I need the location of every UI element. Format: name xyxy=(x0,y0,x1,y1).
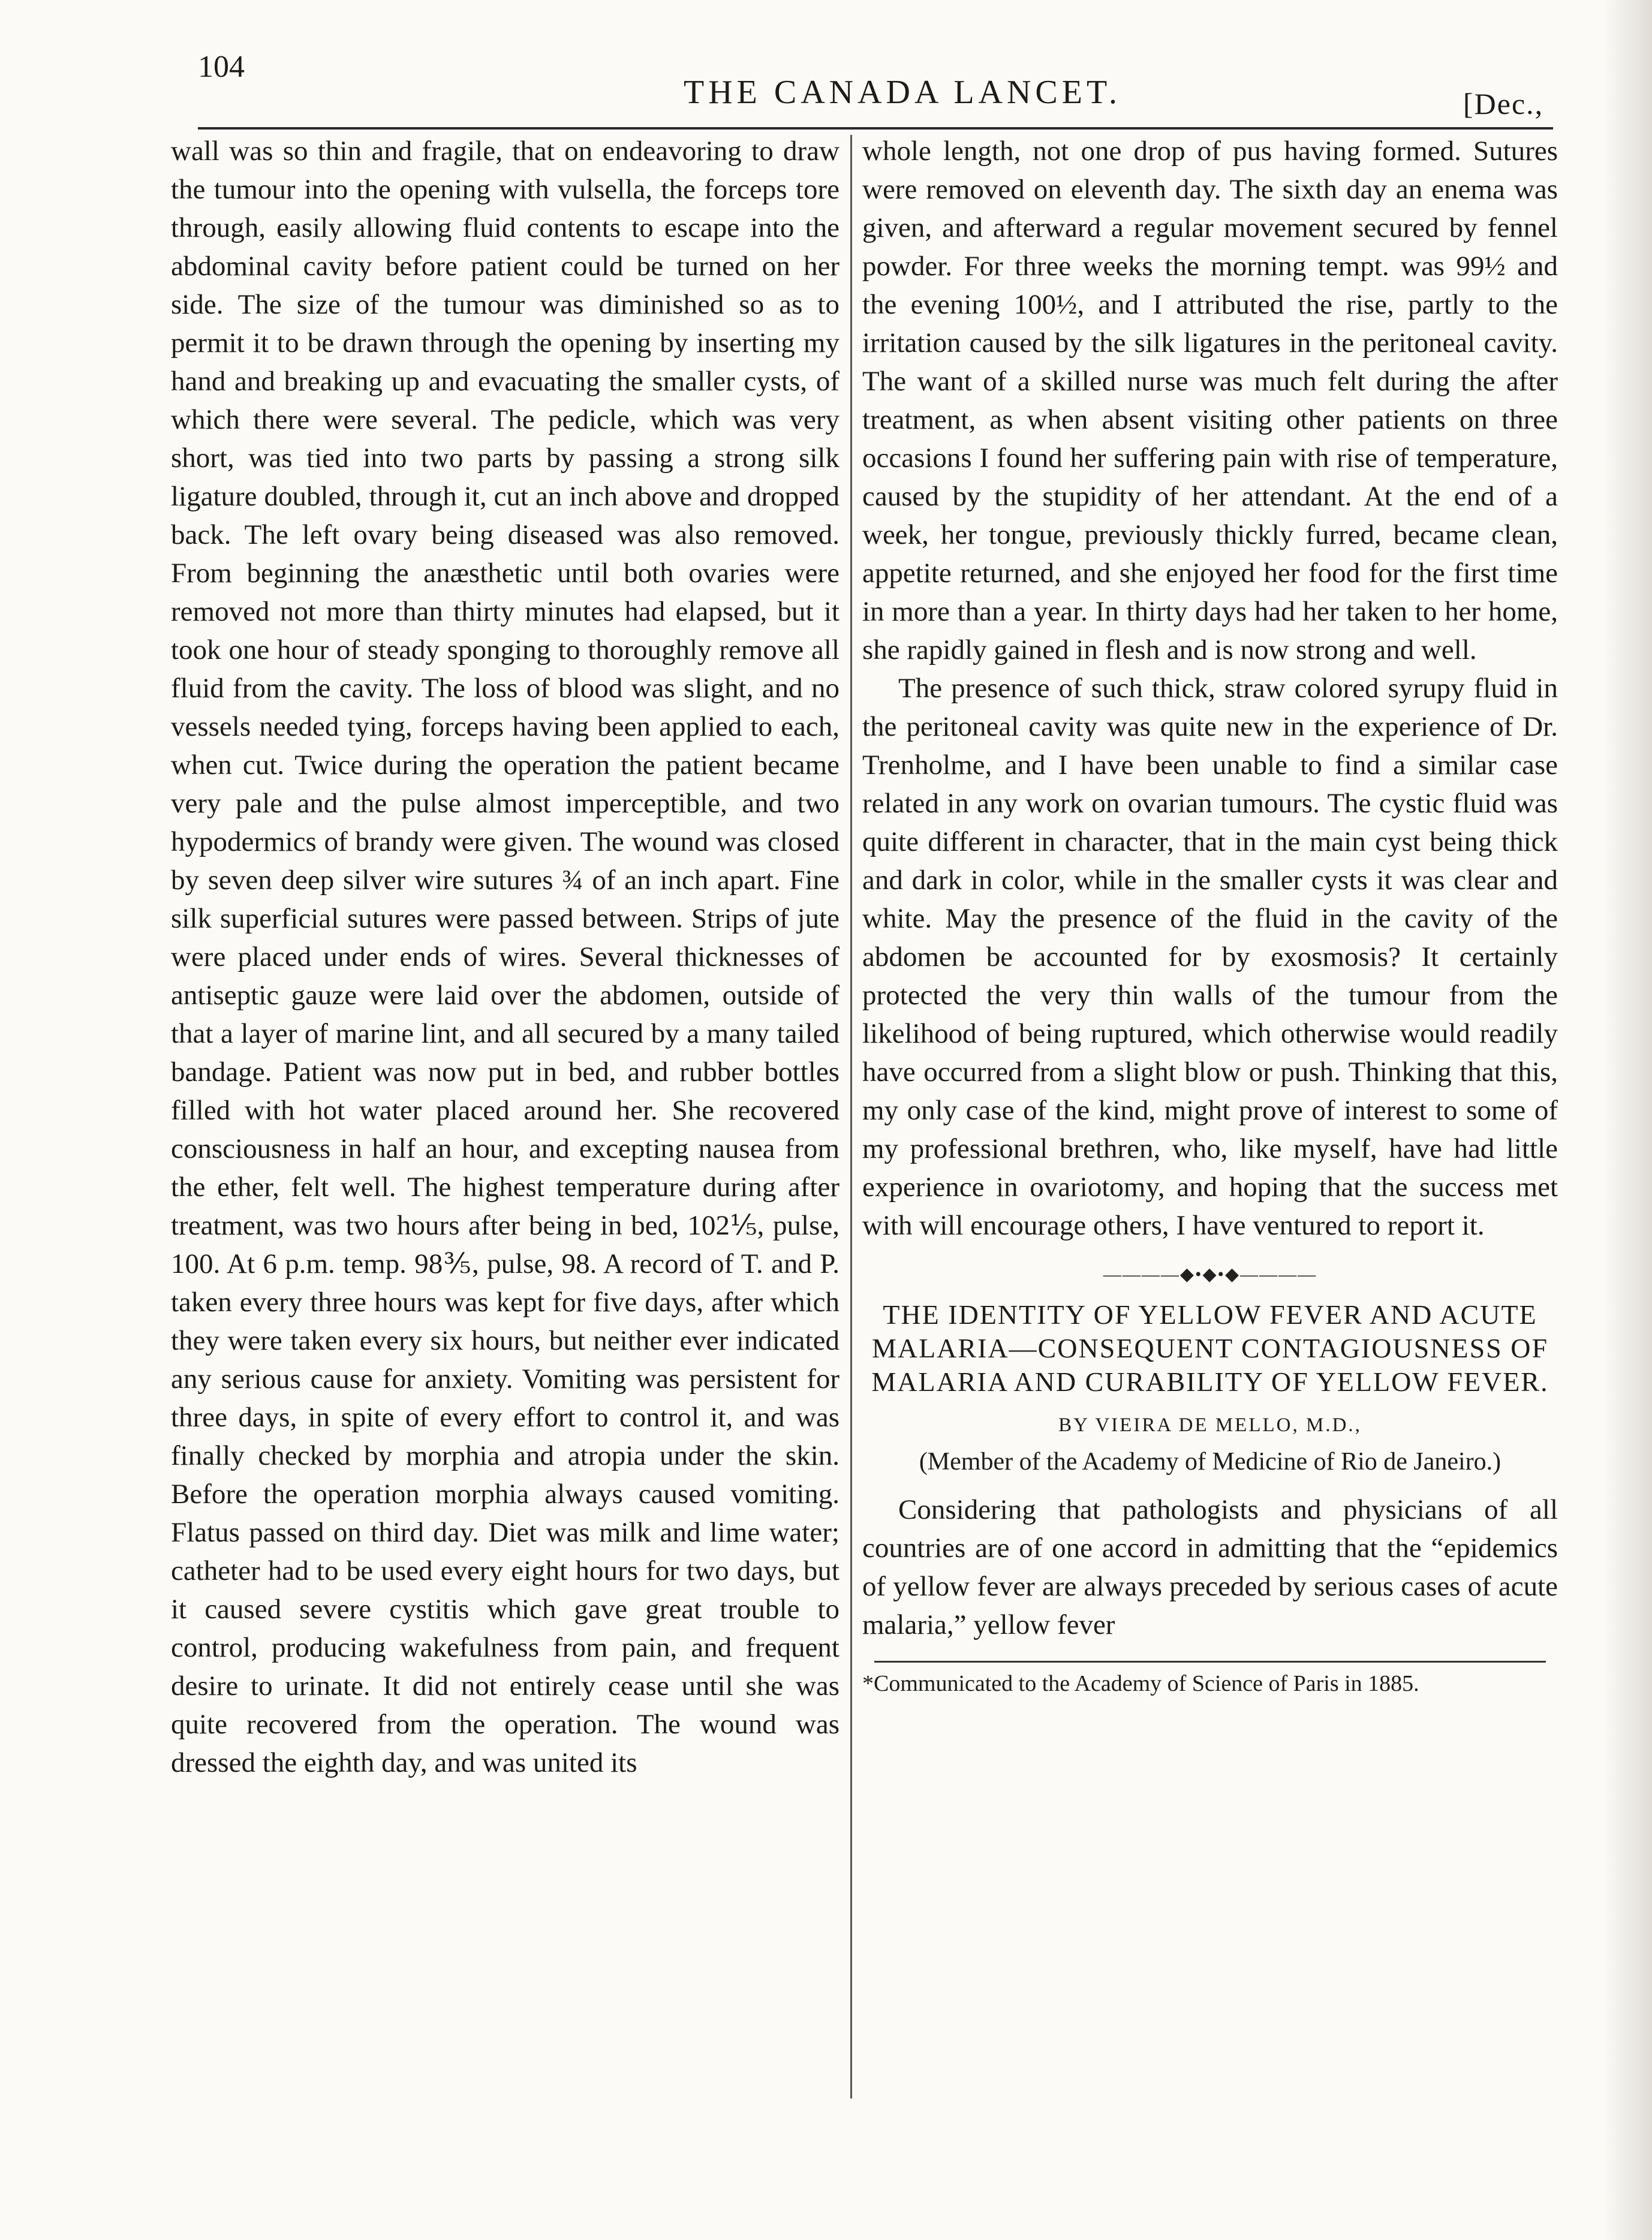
page-edge-shadow xyxy=(1604,0,1652,2240)
footnote: *Communicated to the Academy of Science of Paris in 1885. xyxy=(862,1671,1419,1696)
author-affiliation: (Member of the Academy of Medicine of Rio de Janeiro.) xyxy=(919,1448,1501,1476)
body-paragraph: wall was so thin and fragile, that on endeavoring to draw the tumour into the opening with vulsella, the forceps tore through, easily allowing fluid contents to escape into the abdominal cavity before patient could be turned on her side. The size of the tumour was diminished so as to permit it to be drawn through the opening by inserting my hand and breaking up and evacuating the smaller cysts, of which there were several. The pedicle, which was very short, was tied into two parts by passing a strong silk ligature doubled, through it, cut an inch above and dropped back. The left ovary being diseased was also removed. From beginning the anæsthetic until both ovaries were removed not more than thirty minutes had elapsed, but it took one hour of steady sponging to thoroughly remove all fluid from the cavity. The loss of blood was slight, and no vessels needed tying, forceps having been applied to each, when cut. Twice during the operation the patient became very pale and the pulse almost imperceptible, and two hypodermics of brandy were given. The wound was closed by seven deep silver wire sutures ¾ of an inch apart. Fine silk superficial sutures were passed between. Strips of jute were placed under ends of wires. Several thicknesses of antiseptic gauze were laid over the abdomen, outside of that a layer of marine lint, and all secured by a many tailed bandage. Patient was now put in bed, and rubber bottles filled with hot water placed around her. She recovered consciousness in half an hour, and excepting nausea from the ether, felt well. The highest temperature during after treatment, was two hours after being in bed, 102⅕, pulse, 100. At 6 p.m. temp. 98⅗, pulse, 98. A record of T. and P. taken every three hours was kept for five days, after which they were taken every six hours, but neither ever indicated any serious cause for anxiety. Vomiting was persistent for three days, in spite of every effort to control it, and was finally checked by morphia and atropia under the skin. Before the operation morphia always caused vomiting. Flatus passed on third day. Diet was milk and lime water; catheter had to be used every eight hours for two days, but it caused severe cystitis which gave great trouble to control, producing wakefulness from pain, and frequent desire to urinate. It did not entirely cease until she was quite recovered from the operation. The wound was dressed the eighth day, and was united its xyxy=(171,136,839,1778)
article-title: THE IDENTITY OF YELLOW FEVER AND ACUTE MALARIA—CONSEQUENT CONTAGIOUSNESS OF MALARIA AND CURABILITY OF YELLOW FEVER. xyxy=(871,1299,1549,1397)
page-number: 104 xyxy=(198,50,245,84)
article-first-paragraph: Considering that pathologists and physicians of all countries are of one accord in admitting that the “epidemics of yellow fever are always preceded by serious cases of acute malaria,” yellow fever xyxy=(862,1494,1558,1640)
header-rule xyxy=(198,127,1553,130)
left-column xyxy=(171,132,839,1782)
body-paragraph: The presence of such thick, straw colored syrupy fluid in the peritoneal cavity was quite new in the experience of Dr. Trenholme, and I have been unable to find a similar case related in any work on ovarian tumours. The cystic fluid was quite different in character, that in the main cyst being thick and dark in color, while in the smaller cysts it was clear and white. May the presence of the fluid in the cavity of the abdomen be accounted for by exosmosis? It certainly protected the very thin walls of the tumour from the likelihood of being ruptured, which otherwise would readily have occurred from a slight blow or push. Thinking that this, my only case of the kind, might prove of interest to some of my professional brethren, who, like myself, have had little experience in ovariotomy, and hoping that the success met with will encourage others, I have ventured to report it. xyxy=(862,673,1558,1241)
running-head xyxy=(0,49,1652,121)
article-byline: BY VIEIRA DE MELLO, M.D., xyxy=(1058,1414,1362,1436)
journal-title: THE CANADA LANCET. xyxy=(684,74,1122,111)
month-label: [Dec., xyxy=(1463,87,1544,121)
section-ornament: ————◆•◆•◆———— xyxy=(1103,1264,1317,1284)
column-divider xyxy=(850,135,852,2099)
right-column xyxy=(862,132,1558,1697)
footnote-rule xyxy=(874,1661,1546,1663)
body-paragraph: whole length, not one drop of pus having formed. Sutures were removed on eleventh day. The sixth day an enema was given, and afterward a regular movement secured by fennel powder. For three weeks the morning tempt. was 99½ and the evening 100½, and I attributed the rise, partly to the irritation caused by the silk ligatures in the peritoneal cavity. The want of a skilled nurse was much felt during the after treatment, as when absent visiting other patients on three occasions I found her suffering pain with rise of temperature, caused by the stupidity of her attendant. At the end of a week, her tongue, previously thickly furred, became clean, appetite returned, and she enjoyed her food for the first time in more than a year. In thirty days had her taken to her home, she rapidly gained in flesh and is now strong and well. xyxy=(862,136,1558,666)
